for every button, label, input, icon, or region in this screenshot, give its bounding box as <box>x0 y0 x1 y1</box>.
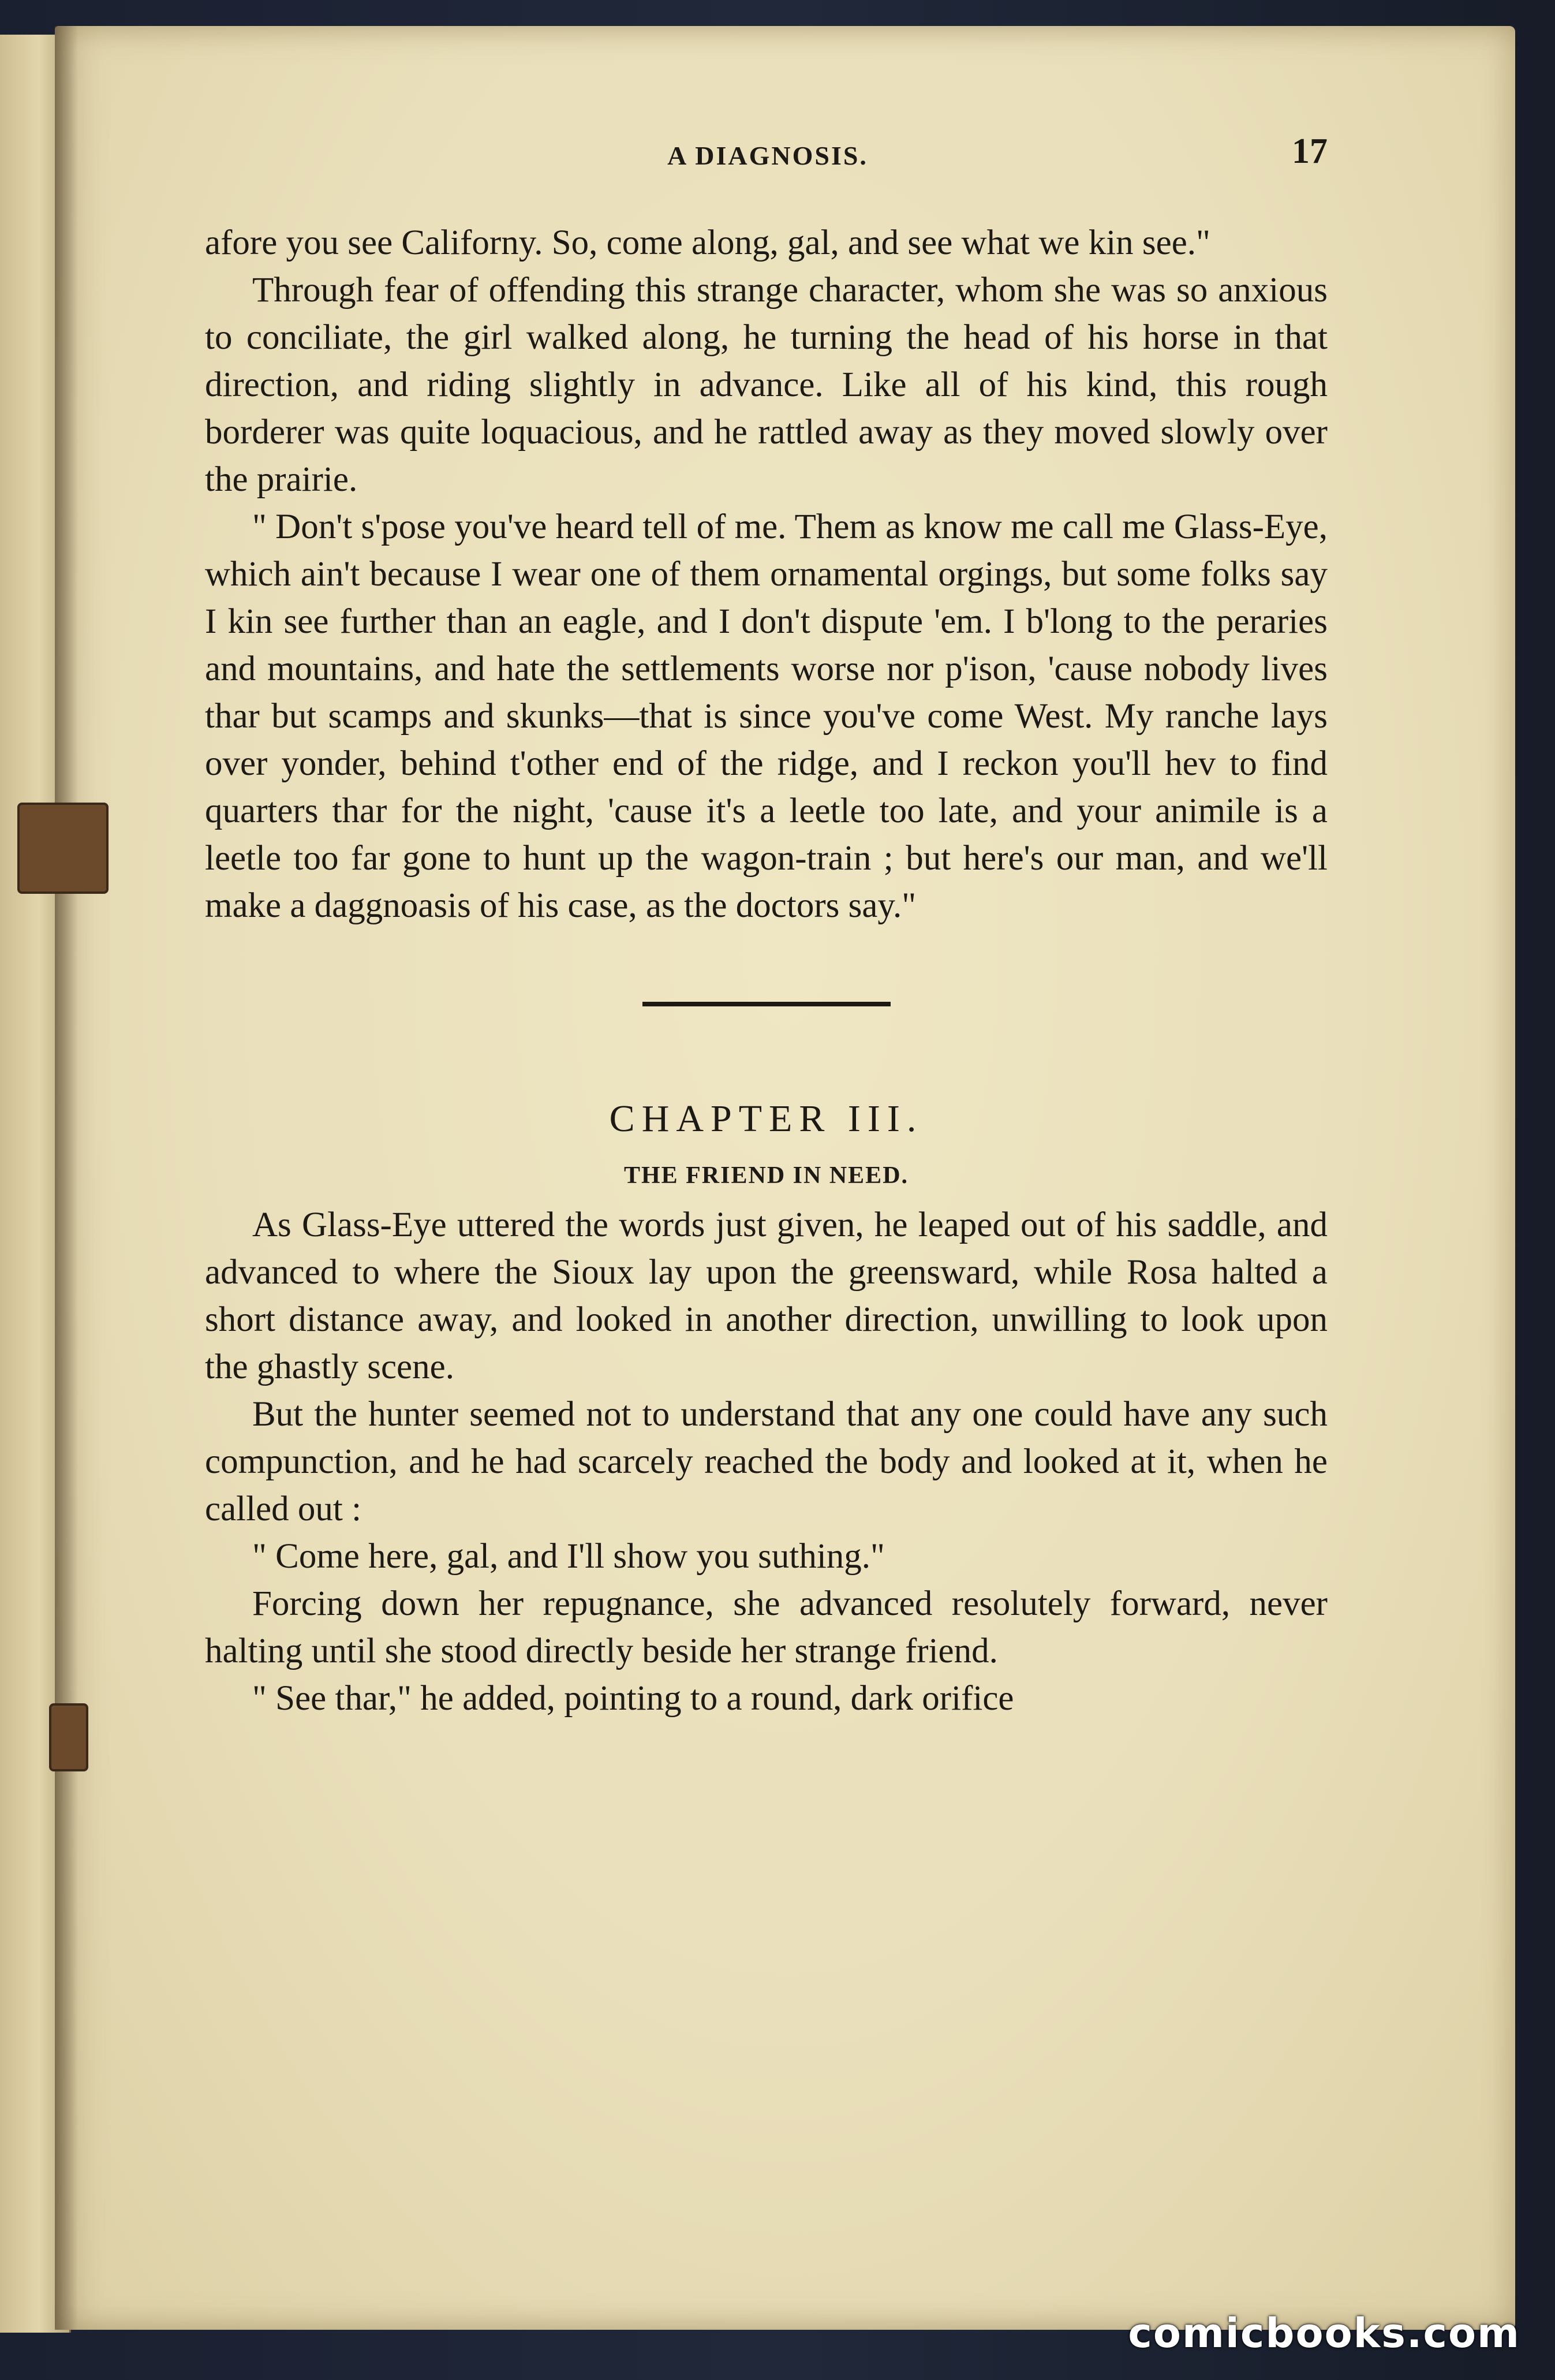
binding-damage <box>49 1703 88 1771</box>
paragraph: Through fear of offending this strange character, whom she was so anxious to conciliate, the girl walked along, he turning the head of his horse in that direction, and riding slightly in advance. Like all of his kind, this rough borderer was quite loquacious, and he rattled away as they moved slowly over the prairie. <box>205 271 1328 499</box>
paragraph: " See thar," he added, pointing to a round, dark orifice <box>252 1679 1014 1718</box>
section-divider <box>642 1002 891 1006</box>
paragraph: But the hunter seemed not to understand that any one could have any such compunction, and he had scarcely reached the body and looked at it, when he called out : <box>205 1395 1328 1528</box>
page-header <box>208 133 1328 179</box>
paragraph: As Glass-Eye uttered the words just given, he leaped out of his saddle, and advanced to where the Sioux lay upon the greensward, while Rosa halted a short distance away, and looked in another direction, unwilling to look upon the ghastly scene. <box>205 1206 1328 1386</box>
paragraph: " Come here, gal, and I'll show you suthing." <box>252 1537 885 1576</box>
paragraph: afore you see Californy. So, come along, gal, and see what we kin see." <box>205 223 1210 262</box>
binding-damage <box>17 803 109 894</box>
spine-shadow <box>55 26 78 2330</box>
paragraph: Forcing down her repugnance, she advanced resolutely forward, never halting until she stood directly beside her strange friend. <box>205 1584 1328 1670</box>
page-number: 17 <box>1292 132 1328 171</box>
watermark: comicbooks.com <box>1128 2310 1520 2357</box>
paragraph: " Don't s'pose you've heard tell of me. Them as know me call me Glass-Eye, which ain't because I wear one of them ornamental orgings, but some folks say I kin see further than an eagle, and I don't dispute 'em. I b'long to the peraries and mountains, and hate the settlements worse nor p'ison, 'cause nobody lives thar but scamps and skunks—that is since you've come West. My ranche lays over yonder, behind t'other end of the ridge, and I reckon you'll hev to find quarters thar for the night, 'cause it's a leetle too late, and your animile is a leetle too far gone to hunt up the wagon-train ; but here's our man, and we'll make a daggnoasis of his case, as the doctors say." <box>205 508 1328 925</box>
running-title: A DIAGNOSIS. <box>667 141 868 170</box>
page-body <box>205 219 1328 1722</box>
chapter-subtitle: THE FRIEND IN NEED. <box>623 1162 909 1189</box>
chapter-heading: CHAPTER III. <box>609 1098 924 1140</box>
